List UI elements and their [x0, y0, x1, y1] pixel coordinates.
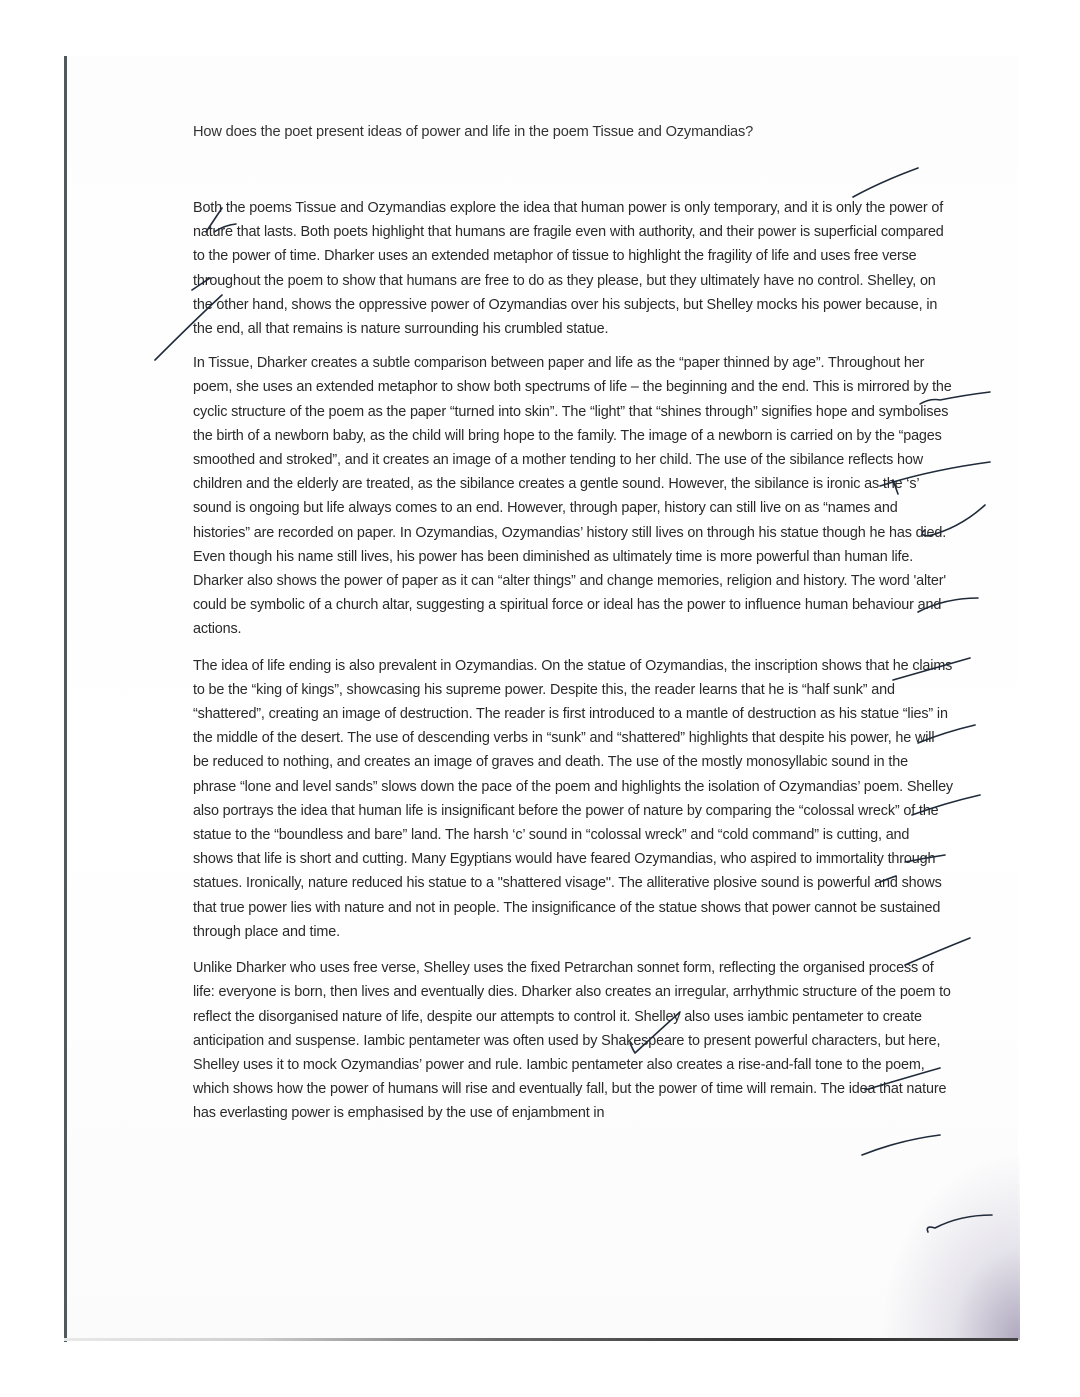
page-left-edge: [64, 56, 67, 1342]
essay-paragraph-tissue: In Tissue, Dharker creates a subtle comparison between paper and life as the “paper thinned by age”. Throughout her poem, she uses an extended metaphor to show both spectrums of life – the beginning and the end. This is mirrored by the cyclic structure of the poem as the paper “turned into skin”. The “light” that “shines through” signifies hope and symbolises the birth of a newborn baby, as the child will bring hope to the family. The image of a newborn is carried on by the “pages smoothed and stroked”, and it creates an image of a mother tending to her child. The use of the sibilance reflects how children and the elderly are treated, as the sibilance creates a gentle sound. However, the sibilance is ironic as the ‘s’ sound is ongoing but life always comes to an end. However, through paper, history can still live on as “names and histories” are recorded on paper. In Ozymandias, Ozymandias’ history still lives on through his statue though he has died. Even though his name still lives, his power has been diminished as ultimately time is more powerful than human life. Dharker also shows the power of paper as it can “alter things” and change memories, religion and history. The word 'alter' could be symbolic of a church altar, suggesting a spiritual force or ideal has the power to influence human behaviour and actions.: [193, 355, 952, 638]
page-corner-shadow: [880, 1150, 1020, 1340]
essay-paragraph-form-structure: Unlike Dharker who uses free verse, Shelley uses the fixed Petrarchan sonnet form, reflecting the organised process of life: everyone is born, then lives and eventually dies. Dharker also creates an irregular, arrhythmic structure of the poem to reflect the disorganised nature of life, despite our attempts to control it. Shelley also uses iambic pentameter to create anticipation and suspense. Iambic pentameter was often used by Shakespeare to present powerful characters, but here, Shelley uses it to mock Ozymandias’ power and rule. Iambic pentameter also creates a rise-and-fall tone to the poem, which shows how the power of humans will rise and eventually fall, but the power of time will remain. The idea that nature has everlasting power is emphasised by the use of enjambment in: [193, 960, 951, 1122]
essay-body: [193, 122, 953, 1126]
page-bottom-edge: [64, 1338, 1018, 1341]
essay-question: How does the poet present ideas of power and life in the poem Tissue and Ozymandias?: [193, 124, 754, 140]
essay-paragraph-ozymandias: The idea of life ending is also prevalent in Ozymandias. On the statue of Ozymandias, the inscription shows that he claims to be the “king of kings”, showcasing his supreme power. Despite this, the reader learns that he is “half sunk” and “shattered”, creating an image of destruction. The reader is first introduced to a mantle of destruction as his statue “lies” in the middle of the desert. The use of descending verbs in “sunk” and “shattered” highlights that despite his power, he will be reduced to nothing, and creates an image of graves and death. The use of the mostly monosyllabic sound in the phrase “lone and level sands” slows down the pace of the poem and highlights the isolation of Ozymandias’ poem. Shelley also portrays the idea that human life is insignificant before the power of nature by comparing the “colossal wreck” of the statue to the “boundless and bare” land. The harsh ‘c’ sound in “colossal wreck” and “cold command” is cutting, and shows that life is short and cutting. Many Egyptians would have feared Ozymandias, who aspired to immortality through statues. Ironically, nature reduced his statue to a "shattered visage". The alliterative plosive sound is powerful and shows that true power lies with nature and not in people. The insignificance of the statue shows that power cannot be sustained through place and time.: [193, 657, 953, 940]
essay-paragraph-introduction: Both the poems Tissue and Ozymandias explore the idea that human power is only temporary, and it is only the power of nature that lasts. Both poets highlight that humans are fragile even with authority, and their power is superficial compared to the power of time. Dharker uses an extended metaphor of tissue to highlight the fragility of life and uses free verse throughout the poem to show that humans are free to do as they please, but they ultimately have no control. Shelley, on the other hand, shows the oppressive power of Ozymandias over his subjects, but Shelley mocks his power because, in the end, all that remains is nature surrounding his crumbled statue.: [193, 200, 944, 338]
